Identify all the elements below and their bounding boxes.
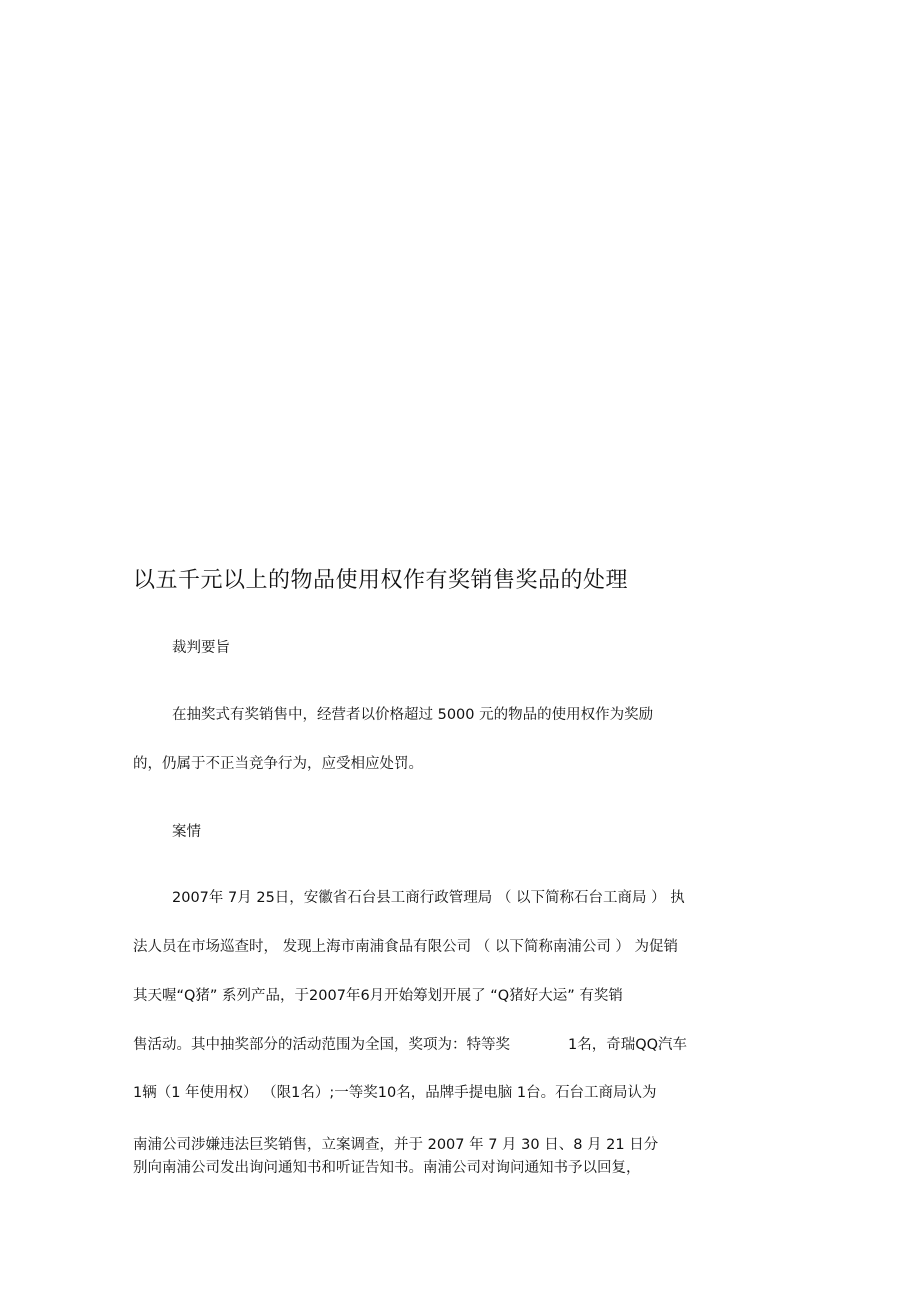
case-text-line-3: 其天喔“Q猪” 系列产品，于2007年6月开始筹划开展了 “Q猪好大运” 有奖销 xyxy=(133,988,623,1004)
case-text-line-4-part-a: 售活动。其中抽奖部分的活动范围为全国，奖项为：特等奖 xyxy=(133,1037,510,1053)
case-text-line-5: 1辆（1 年使用权） （限1名）;一等奖10名，品牌手提电脑 1台。石台工商局认为 xyxy=(133,1085,657,1101)
document-title: 以五千元以上的物品使用权作有奖销售奖品的处理 xyxy=(133,568,629,593)
case-text-line-6: 南浦公司涉嫌违法巨奖销售，立案调查，并于 2007 年 7 月 30 日、8 月 21 日分 xyxy=(133,1137,659,1153)
ruling-heading: 裁判要旨 xyxy=(172,640,230,656)
ruling-text-line-2: 的，仍属于不正当竞争行为，应受相应处罚。 xyxy=(133,756,423,772)
case-text-line-1: 2007年 7月 25日，安徽省石台县工商行政管理局 （ 以下简称石台工商局 ） 执 xyxy=(172,890,685,906)
ruling-text-line-1: 在抽奖式有奖销售中，经营者以价格超过 5000 元的物品的使用权作为奖励 xyxy=(172,707,654,723)
case-text-line-4 xyxy=(133,1033,687,1054)
case-text-line-7: 别向南浦公司发出询问通知书和听证告知书。南浦公司对询问通知书予以回复， xyxy=(133,1160,641,1176)
case-heading: 案情 xyxy=(172,824,201,840)
case-text-line-2: 法人员在市场巡查时， 发现上海市南浦食品有限公司 （ 以下简称南浦公司 ） 为促销 xyxy=(133,939,679,955)
case-text-line-4-part-b: 1名，奇瑞QQ汽车 xyxy=(568,1037,688,1053)
